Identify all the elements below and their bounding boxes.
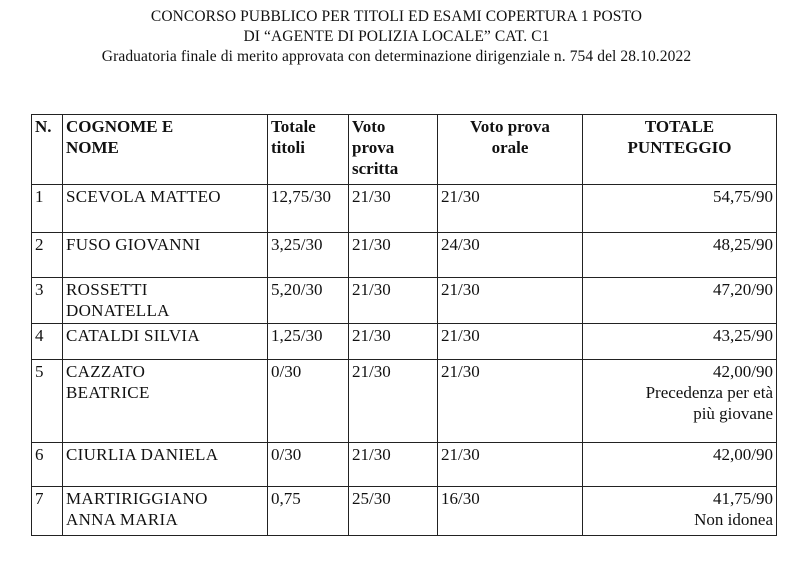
total-score: 47,20/90 (713, 280, 773, 299)
column-header-text: scritta (352, 159, 399, 178)
written-score: 25/30 (352, 489, 391, 508)
cell-oral (438, 443, 583, 487)
header-subtitle: DI “AGENTE DI POLIZIA LOCALE” CAT. C1 (243, 28, 550, 45)
column-header-text: Totale (271, 117, 316, 136)
column-header-text: titoli (271, 138, 305, 157)
total-score: 48,25/90 (713, 235, 773, 254)
column-header-name (63, 115, 268, 185)
total-score: 42,00/90 (713, 362, 773, 381)
table-row (32, 233, 777, 278)
cell-name (63, 487, 268, 536)
cell-total (583, 185, 777, 233)
column-header-text: PUNTEGGIO (627, 138, 732, 157)
column-header-text: NOME (66, 138, 119, 157)
cell-name (63, 324, 268, 360)
candidate-name: SCEVOLA MATTEO (66, 187, 221, 206)
oral-score: 21/30 (441, 280, 480, 299)
cell-total (583, 360, 777, 443)
cell-titoli (268, 278, 349, 324)
cell-written (349, 324, 438, 360)
titoli-score: 0,75 (271, 489, 301, 508)
oral-score: 21/30 (441, 362, 480, 381)
table-row (32, 360, 777, 443)
table-row (32, 278, 777, 324)
cell-name (63, 233, 268, 278)
table-row (32, 185, 777, 233)
oral-score: 21/30 (441, 326, 480, 345)
score-note: più giovane (693, 404, 773, 423)
candidate-name: BEATRICE (66, 383, 150, 402)
row-number: 6 (35, 445, 44, 464)
column-header-text: Voto prova (470, 117, 550, 136)
cell-oral (438, 278, 583, 324)
cell-total (583, 487, 777, 536)
titoli-score: 12,75/30 (271, 187, 331, 206)
cell-written (349, 443, 438, 487)
column-header-total-score (583, 115, 777, 185)
document-header (0, 7, 793, 67)
cell-titoli (268, 443, 349, 487)
cell-titoli (268, 185, 349, 233)
cell-written (349, 233, 438, 278)
cell-titoli (268, 487, 349, 536)
header-approval-line: Graduatoria finale di merito approvata con determinazione dirigenziale n. 754 del 28.10.2022 (101, 48, 692, 65)
row-number: 4 (35, 326, 44, 345)
cell-name (63, 443, 268, 487)
cell-oral (438, 360, 583, 443)
column-header-text: COGNOME E (66, 117, 174, 136)
cell-written (349, 185, 438, 233)
column-header-text: N. (35, 117, 52, 136)
oral-score: 24/30 (441, 235, 480, 254)
written-score: 21/30 (352, 187, 391, 206)
written-score: 21/30 (352, 326, 391, 345)
row-number: 1 (35, 187, 44, 206)
candidate-name: DONATELLA (66, 301, 170, 320)
written-score: 21/30 (352, 445, 391, 464)
column-header-text: Voto (352, 117, 386, 136)
cell-number (32, 185, 63, 233)
cell-name (63, 185, 268, 233)
cell-written (349, 360, 438, 443)
candidate-name: CIURLIA DANIELA (66, 445, 219, 464)
cell-oral (438, 324, 583, 360)
titoli-score: 0/30 (271, 445, 302, 464)
table-row (32, 443, 777, 487)
total-score: 42,00/90 (713, 445, 773, 464)
column-header-text: TOTALE (644, 117, 715, 136)
cell-number (32, 443, 63, 487)
cell-name (63, 360, 268, 443)
column-header-text: orale (491, 138, 529, 157)
cell-number (32, 360, 63, 443)
candidate-name: ROSSETTI (66, 280, 148, 299)
written-score: 21/30 (352, 235, 391, 254)
table-row (32, 324, 777, 360)
score-note: Non idonea (694, 510, 773, 529)
candidate-name: CATALDI SILVIA (66, 326, 200, 345)
cell-number (32, 487, 63, 536)
candidate-name: CAZZATO (66, 362, 146, 381)
titoli-score: 0/30 (271, 362, 302, 381)
column-header-text: prova (352, 138, 395, 157)
column-header-oral-exam (438, 115, 583, 185)
total-score: 41,75/90 (713, 489, 773, 508)
cell-number (32, 324, 63, 360)
cell-oral (438, 487, 583, 536)
cell-titoli (268, 324, 349, 360)
column-header-written-exam (349, 115, 438, 185)
oral-score: 21/30 (441, 187, 480, 206)
row-number: 5 (35, 362, 44, 381)
cell-oral (438, 185, 583, 233)
total-score: 54,75/90 (713, 187, 773, 206)
cell-written (349, 278, 438, 324)
titoli-score: 3,25/30 (271, 235, 323, 254)
cell-name (63, 278, 268, 324)
score-note: Precedenza per età (645, 383, 773, 402)
candidate-name: ANNA MARIA (66, 510, 179, 529)
header-title: CONCORSO PUBBLICO PER TITOLI ED ESAMI COPERTURA 1 POSTO (150, 8, 643, 25)
ranking-table (31, 114, 777, 536)
cell-titoli (268, 233, 349, 278)
oral-score: 21/30 (441, 445, 480, 464)
cell-oral (438, 233, 583, 278)
candidate-name: MARTIRIGGIANO (66, 489, 208, 508)
cell-titoli (268, 360, 349, 443)
titoli-score: 5,20/30 (271, 280, 323, 299)
cell-total (583, 278, 777, 324)
column-header-titoli (268, 115, 349, 185)
row-number: 3 (35, 280, 44, 299)
table-row (32, 487, 777, 536)
table-header-row (32, 115, 777, 185)
cell-number (32, 233, 63, 278)
written-score: 21/30 (352, 280, 391, 299)
cell-written (349, 487, 438, 536)
cell-total (583, 324, 777, 360)
total-score: 43,25/90 (713, 326, 773, 345)
column-header-number (32, 115, 63, 185)
row-number: 7 (35, 489, 44, 508)
row-number: 2 (35, 235, 44, 254)
oral-score: 16/30 (441, 489, 480, 508)
written-score: 21/30 (352, 362, 391, 381)
titoli-score: 1,25/30 (271, 326, 323, 345)
cell-number (32, 278, 63, 324)
table-body (32, 185, 777, 536)
cell-total (583, 233, 777, 278)
cell-total (583, 443, 777, 487)
candidate-name: FUSO GIOVANNI (66, 235, 201, 254)
